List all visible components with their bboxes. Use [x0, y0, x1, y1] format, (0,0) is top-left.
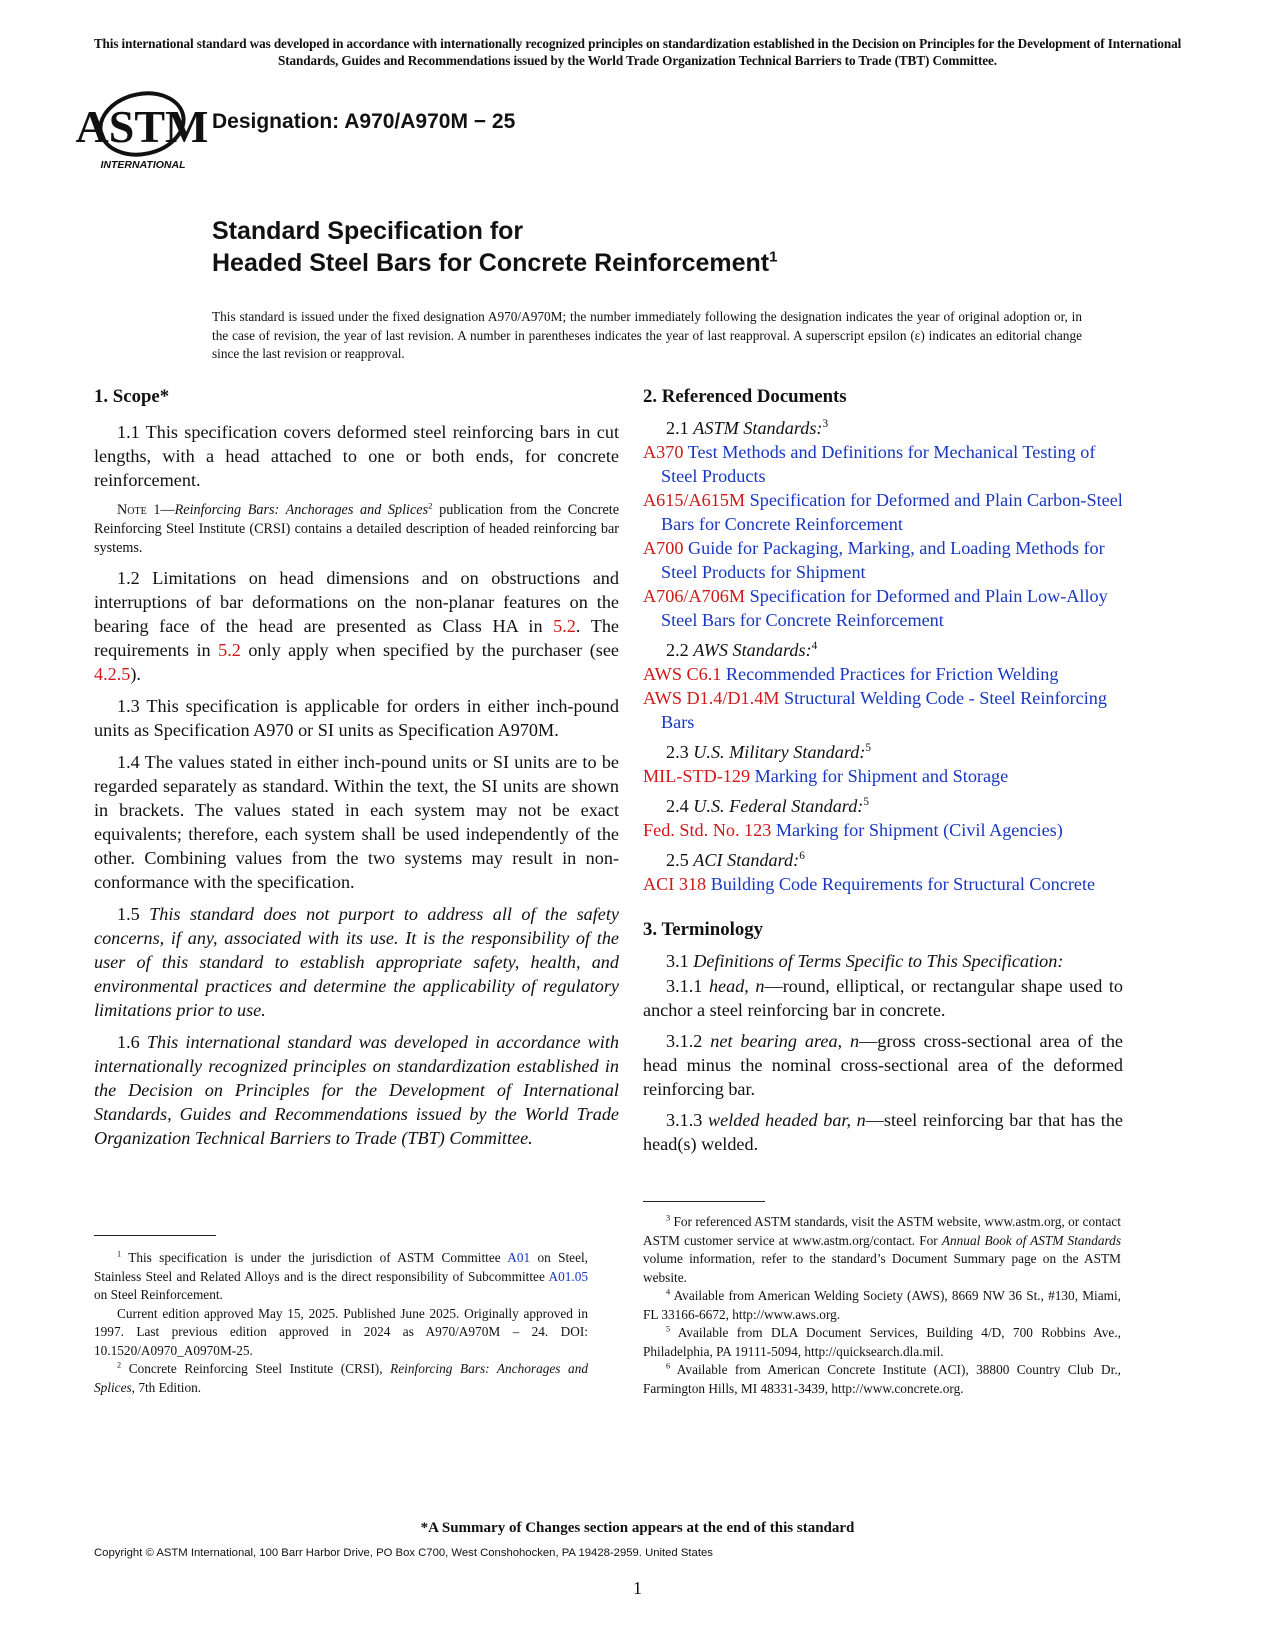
term-head: 3.1.1 head, n—round, elliptical, or rectangular shape used to anchor a steel reinforcing bar in concrete. — [643, 976, 1124, 1020]
logo-international-text: INTERNATIONAL — [100, 159, 186, 171]
scope-1-6: 1.6 This international standard was developed in accordance with internationally recognized principles on standardization established in the Decision on Principles for the Development of International Standards, Guides and Recommendations issued by the World Trade Organization Technical Barriers to Trade (TBT) Committee. — [94, 1032, 620, 1148]
footnote-1-edition: Current edition approved May 15, 2025. Published June 2025. Originally approved in 1997. Last previous edition approved in 2024 as A970/A970M – 24. DOI: 10.1520/A0970_A0970M-25. — [94, 1305, 588, 1358]
term-net-bearing-area: 3.1.2 net bearing area, n—gross cross-sectional area of the head minus the nominal cross-sectional area of the deformed reinforcing bar. — [643, 1031, 1124, 1099]
ref-aws-d1-4[interactable]: AWS D1.4/D1.4M Structural Welding Code - Steel Reinforcing Bars — [643, 688, 1107, 732]
ref-a700[interactable]: A700 Guide for Packaging, Marking, and Loading Methods for Steel Products for Shipment — [643, 538, 1105, 582]
footnotes-left — [94, 1249, 588, 1397]
section-3-1: 3.1 Definitions of Terms Specific to This Specification: — [666, 951, 1064, 971]
footnote-3: $^3$ For referenced ASTM standards, visit the ASTM website, www.astm.org, or contact ASTM customer service at www.astm.org/contact. For Annual Book of ASTM Standards volume information, refer to the standard’s Document Summary page on the ASTM website. — [643, 1213, 1121, 1285]
footnote-5: $^5$ Available from DLA Document Services, Building 4/D, 700 Robbins Ave., Philadelphia, PA 19111-5094, http://quicksearch.dla.mil. — [643, 1324, 1121, 1359]
copyright: Copyright © ASTM International, 100 Barr Harbor Drive, PO Box C700, West Conshohocken, PA 19428-2959. United States — [94, 1547, 713, 1559]
note-1: Note 1—Reinforcing Bars: Anchorages and Splices$^2$ publication from the Concrete Reinforcing Steel Institute (CRSI) contains a detailed description of headed reinforcing bar systems. — [94, 500, 619, 556]
astm-reference-list — [643, 440, 1123, 632]
link-5-2[interactable]: 5.2 — [553, 616, 576, 636]
section-2-2: 2.2 AWS Standards:$^4$ — [666, 639, 818, 660]
footnote-rule-left — [94, 1235, 216, 1236]
scope-section — [94, 385, 619, 1150]
document-title — [212, 215, 777, 279]
title-line-1: Standard Specification for — [212, 217, 524, 245]
summary-of-changes-note: *A Summary of Changes section appears at the end of this standard — [420, 1520, 855, 1536]
footnote-1: $^1$ This specification is under the jurisdiction of ASTM Committee A01 on Steel, Stainless Steel and Related Alloys and is the direct responsibility of Subcommittee A01.05 on Steel Reinforcement. — [94, 1249, 588, 1302]
ref-a370[interactable]: A370 Test Methods and Definitions for Mechanical Testing of Steel Products — [643, 442, 1096, 486]
ref-fed-std-123[interactable]: Fed. Std. No. 123 Marking for Shipment (Civil Agencies) — [643, 820, 1063, 840]
section-2-1: 2.1 ASTM Standards:$^3$ — [666, 417, 829, 438]
ref-a706[interactable]: A706/A706M Specification for Deformed and Plain Low-Alloy Steel Bars for Concrete Reinforcement — [643, 586, 1108, 630]
scope-1-3: 1.3 This specification is applicable for orders in either inch-pound units as Specification A970 or SI units as Specification A970M. — [94, 696, 619, 740]
ref-a615[interactable]: A615/A615M Specification for Deformed and Plain Carbon-Steel Bars for Concrete Reinforcement — [643, 490, 1123, 534]
link-5-2-second[interactable]: 5.2 — [218, 640, 241, 660]
page-number: 1 — [633, 1578, 642, 1598]
scope-1-4: 1.4 The values stated in either inch-pound units or SI units are to be regarded separately as standard. Within the text, the SI units are shown in brackets. The values stated in each system may not be exact equivalents; therefore, each system shall be used independently of the other. Combining values from the two systems may result in non-conformance with the specification. — [94, 752, 619, 892]
section-2-3: 2.3 U.S. Military Standard:$^5$ — [666, 741, 872, 762]
title-line-2: Headed Steel Bars for Concrete Reinforcement$^1$ — [212, 248, 778, 277]
scope-1-2: 1.2 Limitations on head dimensions and on obstructions and interruptions of bar deformations on the non-planar features on the bearing face of the head are presented as Class HA in 5.2. The requirements in 5.2 only apply when specified by the purchaser (see 4.2.5). — [94, 568, 620, 684]
astm-logo — [75, 86, 209, 178]
term-welded-headed-bar: 3.1.3 welded headed bar, n—steel reinforcing bar that has the head(s) welded. — [643, 1110, 1123, 1154]
referenced-heading: 2. Referenced Documents — [643, 386, 847, 407]
footnote-6: $^6$ Available from American Concrete Institute (ACI), 38800 Country Club Dr., Farmington Hills, MI 48331-3439, http://www.concrete.org. — [643, 1361, 1121, 1396]
link-a01-05[interactable]: A01.05 — [548, 1268, 588, 1284]
footnotes-right — [643, 1213, 1121, 1398]
footnote-2: $^2$ Concrete Reinforcing Steel Institute (CRSI), Reinforcing Bars: Anchorages and Splices, 7th Edition. — [94, 1360, 588, 1395]
section-2-5: 2.5 ACI Standard:$^6$ — [666, 849, 805, 870]
terminology-heading: 3. Terminology — [643, 919, 764, 940]
title-footnote-mark[interactable]: 1 — [769, 248, 778, 266]
referenced-documents-section — [643, 385, 1123, 1156]
ref-mil-std-129[interactable]: MIL-STD-129 Marking for Shipment and Storage — [643, 766, 1009, 786]
link-a01[interactable]: A01 — [507, 1250, 531, 1265]
designation: Designation: A970/A970M − 25 — [212, 110, 516, 133]
intro-paragraph: This standard is issued under the fixed designation A970/A970M; the number immediately following the designation indicates the year of original adoption or, in the case of revision, the year of last revision. A number in parentheses indicates the year of last reapproval. A superscript epsilon (ε) indicates an editorial change since the last revision or reapproval. — [212, 309, 1082, 361]
scope-heading: 1. Scope* — [94, 386, 170, 407]
footnote-4: $^4$ Available from American Welding Society (AWS), 8669 NW 36 St., #130, Miami, FL 33166-6672, http://www.aws.org. — [643, 1287, 1121, 1322]
ref-aci-318[interactable]: ACI 318 Building Code Requirements for Structural Concrete — [643, 874, 1096, 894]
section-2-4: 2.4 U.S. Federal Standard:$^5$ — [666, 795, 869, 816]
logo-letters: ASTM — [75, 101, 209, 152]
scope-1-1: 1.1 This specification covers deformed steel reinforcing bars in cut lengths, with a head attached to one or both ends, for concrete reinforcement. — [94, 422, 619, 490]
footnote-rule-right — [643, 1201, 765, 1202]
scope-1-5: 1.5 This standard does not purport to address all of the safety concerns, if any, associated with its use. It is the responsibility of the user of this standard to establish appropriate safety, health, and environmental practices and determine the applicability of regulatory limitations prior to use. — [94, 904, 619, 1020]
ref-aws-c6-1[interactable]: AWS C6.1 Recommended Practices for Friction Welding — [643, 664, 1059, 684]
link-4-2-5[interactable]: 4.2.5 — [94, 664, 131, 684]
tbt-notice: This international standard was developed in accordance with internationally recognized principles on standardization established in the Decision on Principles for the Development of International Standards, Guides and Recommendations issued by the World Trade Organization Technical Barriers to Trade (TBT) Committee. — [93, 36, 1182, 68]
